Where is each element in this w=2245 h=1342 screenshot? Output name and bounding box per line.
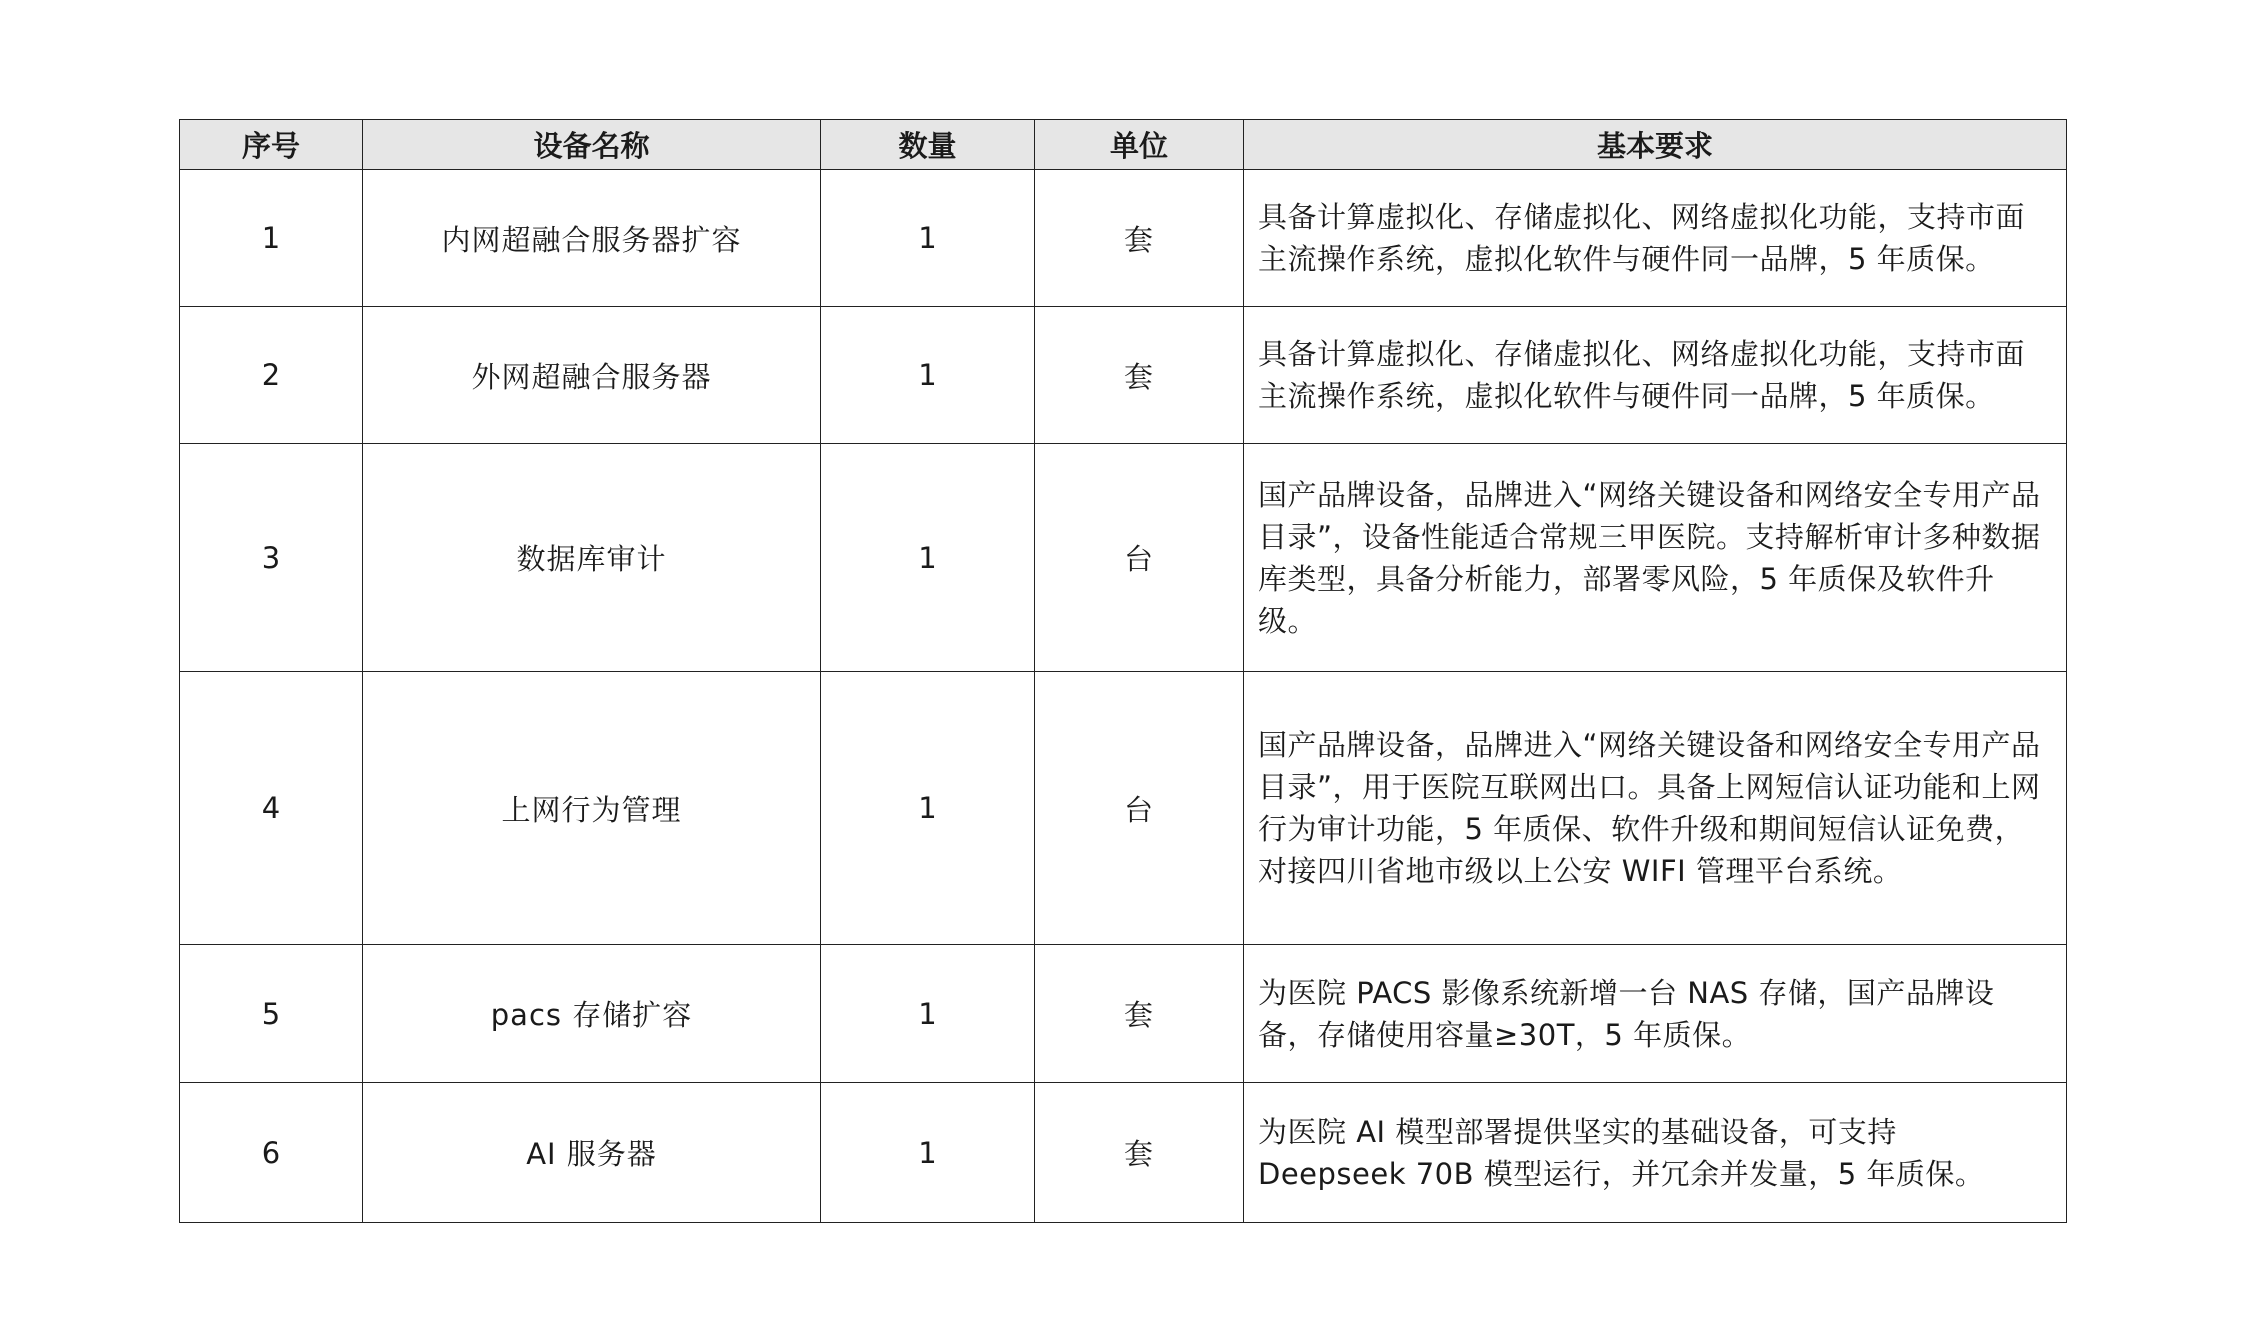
cell-no: 1 <box>180 170 363 307</box>
cell-no: 2 <box>180 307 363 444</box>
table-row <box>180 945 2067 1083</box>
cell-name: AI 服务器 <box>363 1083 821 1223</box>
header-unit: 单位 <box>1035 120 1244 170</box>
cell-qty: 1 <box>821 444 1035 672</box>
cell-no: 4 <box>180 672 363 945</box>
cell-unit: 套 <box>1035 1083 1244 1223</box>
cell-unit: 套 <box>1035 170 1244 307</box>
table-row <box>180 307 2067 444</box>
table-header-row <box>180 120 2067 170</box>
cell-name: 数据库审计 <box>363 444 821 672</box>
cell-name: 上网行为管理 <box>363 672 821 945</box>
cell-requirements: 具备计算虚拟化、存储虚拟化、网络虚拟化功能，支持市面主流操作系统，虚拟化软件与硬件同一品牌，5 年质保。 <box>1244 170 2067 307</box>
cell-no: 5 <box>180 945 363 1083</box>
cell-no: 3 <box>180 444 363 672</box>
cell-requirements: 为医院 PACS 影像系统新增一台 NAS 存储，国产品牌设备，存储使用容量≥30T，5 年质保。 <box>1244 945 2067 1083</box>
equipment-spec-table <box>179 119 2067 1223</box>
table-row <box>180 170 2067 307</box>
header-no: 序号 <box>180 120 363 170</box>
cell-no: 6 <box>180 1083 363 1223</box>
cell-name: pacs 存储扩容 <box>363 945 821 1083</box>
cell-qty: 1 <box>821 945 1035 1083</box>
cell-name: 外网超融合服务器 <box>363 307 821 444</box>
cell-qty: 1 <box>821 1083 1035 1223</box>
cell-name: 内网超融合服务器扩容 <box>363 170 821 307</box>
header-name: 设备名称 <box>363 120 821 170</box>
cell-qty: 1 <box>821 672 1035 945</box>
header-qty: 数量 <box>821 120 1035 170</box>
cell-unit: 台 <box>1035 444 1244 672</box>
table-row <box>180 1083 2067 1223</box>
cell-unit: 台 <box>1035 672 1244 945</box>
header-requirements: 基本要求 <box>1244 120 2067 170</box>
cell-qty: 1 <box>821 307 1035 444</box>
cell-qty: 1 <box>821 170 1035 307</box>
cell-unit: 套 <box>1035 307 1244 444</box>
cell-requirements: 具备计算虚拟化、存储虚拟化、网络虚拟化功能，支持市面主流操作系统，虚拟化软件与硬件同一品牌，5 年质保。 <box>1244 307 2067 444</box>
table-row <box>180 444 2067 672</box>
table-row <box>180 672 2067 945</box>
cell-unit: 套 <box>1035 945 1244 1083</box>
cell-requirements: 国产品牌设备，品牌进入“网络关键设备和网络安全专用产品目录”，用于医院互联网出口。具备上网短信认证功能和上网行为审计功能，5 年质保、软件升级和期间短信认证免费，对接四川省地市级以上公安 WIFI 管理平台系统。 <box>1244 672 2067 945</box>
cell-requirements: 为医院 AI 模型部署提供坚实的基础设备，可支持 Deepseek 70B 模型运行，并冗余并发量，5 年质保。 <box>1244 1083 2067 1223</box>
cell-requirements: 国产品牌设备，品牌进入“网络关键设备和网络安全专用产品目录”，设备性能适合常规三甲医院。支持解析审计多种数据库类型，具备分析能力，部署零风险，5 年质保及软件升级。 <box>1244 444 2067 672</box>
